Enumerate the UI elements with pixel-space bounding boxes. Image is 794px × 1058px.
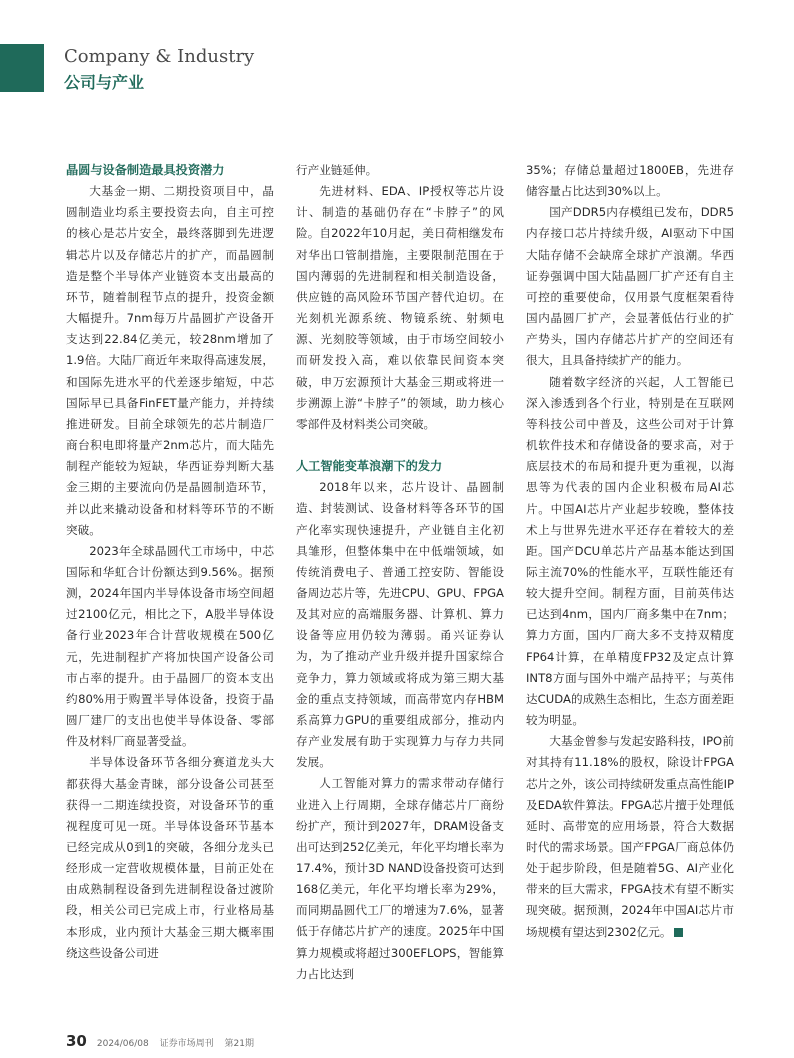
paragraph-final — [526, 731, 734, 943]
subheading-wafer-equipment: 晶圆与设备制造最具投资潜力 — [66, 163, 225, 177]
paragraph: 国产DDR5内存模组已发布，DDR5内存接口芯片持续升级，AI驱动下中国大陆存储不会缺席全球扩产浪潮。华西证券强调中国大陆晶圆厂扩产还有自主可控的重要使命，仅用景气度框架看待国内晶圆厂扩产，会显著低估行业的扩产势头，国内存储芯片扩产的空间还有很大，且具备持续扩产的能力。 — [526, 205, 734, 368]
section-title-cn: 公司与产业 — [64, 73, 145, 92]
subheading-ai-wave: 人工智能变革浪潮下的发力 — [296, 459, 443, 474]
end-of-article-mark — [674, 928, 683, 937]
paragraph: 人工智能对算力的需求带动存储行业进入上行周期，全球存储芯片厂商纷纷扩产，预计到2027年，DRAM设备支出可达到252亿美元，年化平均增长率为17.4%，预计3D NAND设备投资可达到168亿美元，年化平均增长率为29%，而同期晶圆代工厂的增速为7.6%，显著低于存储芯片扩产的速度。2025年中国算力规模或将超过300EFLOPS，智能算力占比达到 — [296, 776, 504, 981]
paragraph: 随着数字经济的兴起，人工智能已深入渗透到各个行业，特别是在互联网等科技公司中普及，这些公司对于计算机软件技术和存储设备的要求高，对于底层技术的布局和提升更为重视，以海思等为代表的国内企业积极布局AI芯片。中国AI芯片产业起步较晚，整体技术上与世界先进水平还存在着较大的差距。国产DCU单芯片产品基本能达到国际主流70%的性能水平，互联性能还有较大提升空间。制程方面，目前英伟达已达到4nm，国内厂商多集中在7nm；算力方面，国内厂商大多不支持双精度FP64计算，在单精度FP32及定点计算INT8方面与国外中端产品持平；与英伟达CUDA的成熟生态相比，生态方面差距较为明显。 — [526, 374, 734, 728]
paragraph: 2023年全球晶圆代工市场中，中芯国际和华虹合计份额达到9.56%。据预测，2024年国内半导体设备市场空间超过2100亿元，相比之下，A股半导体设备行业2023年合计营收规模在500亿元，先进制程扩产将加快国产设备公司市占率的提升。由于晶圆厂的资本支出约80%用于购置半导体设备，投资于晶圆厂建厂的支出也使半导体设备、零部件及材料厂商显著受益。 — [66, 543, 274, 749]
page-footer — [66, 1032, 262, 1050]
paragraph-text: 大基金曾参与发起安路科技，IPO前对其持有11.18%的股权，除设计FPGA芯片之外，该公司持续研发重点高性能IP及EDA软件算法。FPGA芯片擅于处理低延时、高带宽的应用场景，符合大数据时代的需求场景。国产FPGA厂商总体仍处于起步阶段，但是随着5G、AI产业化带来的巨大需求，FPGA技术有望不断实现突破。据预测，2024年中国AI芯片市场规模有望达到2302亿元。 — [526, 734, 734, 939]
section-color-bar — [0, 44, 44, 92]
section-title-en: Company & Industry — [64, 46, 255, 67]
footer-date: 2024/06/08 — [96, 1039, 149, 1049]
paragraph: 大基金一期、二期投资项目中，晶圆制造业均系主要投资去向，自主可控的核心是芯片安全，最终落脚到先进逻辑芯片以及存储芯片的扩产，而晶圆制造是整个半导体产业链资本支出最高的环节，随着制程节点的提升，投资金额大幅提升。7nm每万片晶圆扩产设备开支达到22.84亿美元，较28nm增加了1.9倍。大陆厂商近年来取得高速发展，和国际先进水平的代差逐步缩短，中芯国际早已具备FinFET量产能力，并持续推进研发。目前全球领先的芯片制造厂商台积电即将量产2nm芯片，而大陆先制程产能较为短缺，华西证券判断大基金三期的主要流向仍是晶圆制造环节，并以此来撬动设备和材料等环节的不断突破。 — [66, 184, 274, 537]
paragraph: 先进材料、EDA、IP授权等芯片设计、制造的基础仍存在“卡脖子”的风险。自2022年10月起，美日荷相继发布对华出口管制措施，主要限制范围在于国内薄弱的先进制程和相关制造设备，供应链的高风险环节国产替代迫切。在光刻机光源系统、物镜系统、射频电源、光刻胶等领域，由于市场空间较小而研发投入高，难以依靠民间资本突破，申万宏源预计大基金三期或将进一步溯源上游“卡脖子”的领域，助力核心零部件及材料类公司突破。 — [296, 184, 504, 431]
footer-publication: 证券市场周刊 — [159, 1039, 214, 1049]
article-column-3 — [526, 160, 734, 943]
footer-issue: 第21期 — [224, 1039, 254, 1049]
paragraph: 2018年以来，芯片设计、晶圆制造、封装测试、设备材料等各环节的国产化率实现快速提升，产业链自主化初具雏形，但整体集中在中低端领域，如传统消费电子、普通工控安防、智能设备周边芯片等，先进CPU、GPU、FPGA及其对应的高端服务器、计算机、算力设备等应用仍较为薄弱。甬兴证券认为，为了推动产业升级并提升国家综合竞争力，算力领域或将成为第三期大基金的重点支持领域，而高带宽内存HBM系高算力GPU的重要组成部分，推动内存产业发展有助于实现算力与存力共同发展。 — [296, 480, 504, 770]
paragraph-continued: 行产业链延伸。 — [296, 163, 378, 177]
paragraph: 半导体设备环节各细分赛道龙头大都获得大基金青睐，部分设备公司甚至获得一二期连续投资，对设备环节的重视程度可见一斑。半导体设备环节基本已经完成从0到1的突破，各细分龙头已经形成一定营收规模体量，目前正处在由成熟制程设备到先进制程设备过渡阶段，相关公司已完成上市，行业格局基本形成，业内预计大基金三期大概率围绕这些设备公司进 — [66, 755, 274, 960]
page-number: 30 — [66, 1032, 87, 1050]
article-column-2 — [296, 160, 504, 985]
paragraph-continued: 35%；存储总量超过1800EB，先进存储容量占比达到30%以上。 — [526, 163, 734, 199]
article-column-1 — [66, 160, 274, 964]
footer-info — [97, 1036, 262, 1049]
